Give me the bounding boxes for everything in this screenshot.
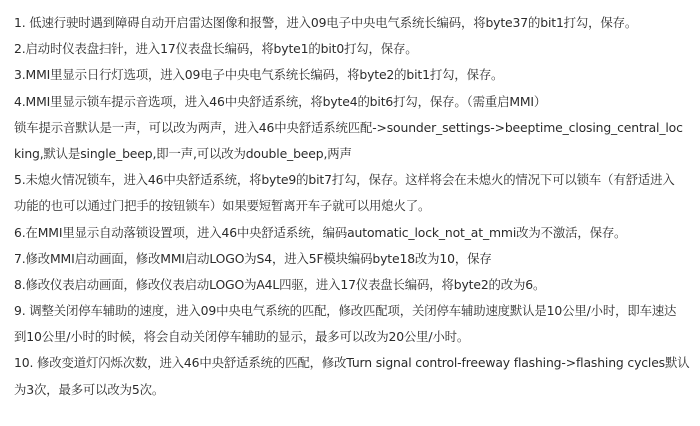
text-line-13: 到10公里/小时的时候，将会自动关闭停车辅助的显示，最多可以改为20公里/小时。	[14, 329, 470, 345]
text-line-14: 10. 修改变道灯闪烁次数，进入46中央舒适系统的匹配，修改Turn signal control-freeway flashing->flashing cycles默认	[14, 355, 690, 371]
document-body	[14, 10, 694, 403]
text-line-4: 4.MMI里显示锁车提示音选项，进入46中央舒适系统，将byte4的bit6打勾，保存。（需重启MMI）	[14, 93, 547, 109]
text-line-3: 3.MMI里显示日行灯选项，进入09电子中央电气系统长编码，将byte2的bit1打勾，保存。	[14, 67, 504, 83]
text-line-1: 1. 低速行驶时遇到障碍自动开启雷达图像和报警，进入09电子中央电气系统长编码，将byte37的bit1打勾，保存。	[14, 15, 638, 30]
text-line-12: 9. 调整关闭停车辅助的速度，进入09中央电气系统的匹配，修改匹配项，关闭停车辅助速度默认是10公里/小时，即车速达	[14, 303, 677, 319]
text-line-15: 为3次，最多可以改为5次。	[14, 381, 165, 397]
text-line-6: king,默认是single_beep,即一声,可以改为double_beep,两声	[14, 145, 352, 161]
text-line-10: 7.修改MMI启动画面，修改MMI启动LOGO为S4，进入5F模块编码byte18改为10，保存	[14, 250, 492, 266]
text-line-11: 8.修改仪表启动画面，修改仪表启动LOGO为A4L四驱，进入17仪表盘长编码，将byte2的改为6。	[14, 276, 546, 292]
text-line-5: 锁车提示音默认是一声，可以改为两声，进入46中央舒适系统匹配->sounder_settings->beeptime_closing_central_loc	[14, 119, 683, 135]
text-line-7: 5.未熄火情况锁车，进入46中央舒适系统，将byte9的bit7打勾，保存。这样将会在未熄火的情况下可以锁车（有舒适进入	[14, 172, 675, 188]
text-line-9: 6.在MMI里显示自动落锁设置项，进入46中央舒适系统，编码automatic_lock_not_at_mmi改为不激活，保存。	[14, 224, 627, 240]
text-line-2: 2.启动时仪表盘扫针，进入17仪表盘长编码，将byte1的bit0打勾，保存。	[14, 41, 418, 57]
text-line-8: 功能的也可以通过门把手的按钮锁车）如果要短暂离开车子就可以用熄火了。	[14, 198, 431, 214]
